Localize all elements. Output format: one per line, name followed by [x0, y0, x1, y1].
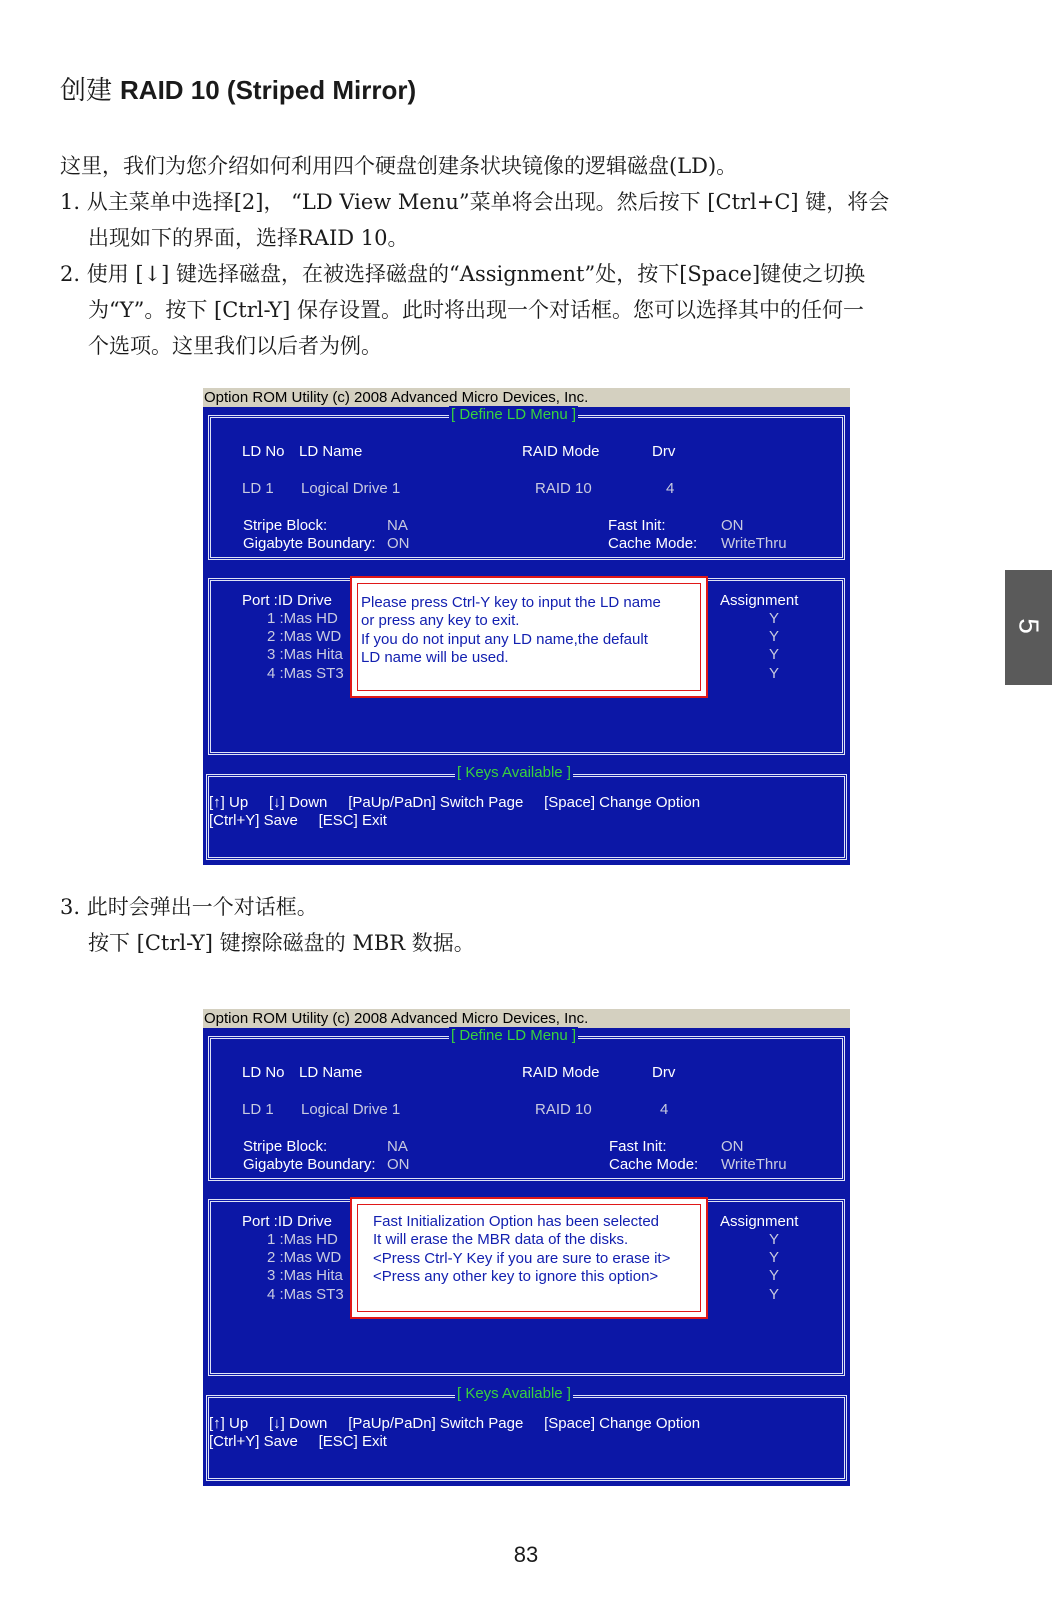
col-ld-no: LD No [242, 1064, 285, 1081]
gigabyte-label: Gigabyte Boundary: [243, 535, 376, 552]
keys-line-2: [Ctrl+Y] Save [ESC] Exit [209, 812, 387, 829]
fast-init-value[interactable]: ON [721, 517, 744, 534]
section-heading [60, 70, 416, 107]
step3-line1: 3. 此时会弹出一个对话框。 [60, 895, 318, 919]
assign-4[interactable]: Y [769, 665, 780, 682]
step1-line2: 出现如下的界面，选择RAID 10。 [88, 226, 409, 250]
ld-no-value[interactable]: LD 1 [242, 480, 274, 497]
assign-1[interactable]: Y [769, 610, 780, 627]
intro-paragraph: 这里，我们为您介绍如何利用四个硬盘创建条状块镜像的逻辑磁盘(LD)。 [60, 154, 738, 178]
port-header: Port :ID Drive [242, 1213, 333, 1230]
fast-init-label: Fast Init: [608, 517, 666, 534]
keys-line-2: [Ctrl+Y] Save [ESC] Exit [209, 1433, 387, 1450]
ld-name-value[interactable]: Logical Drive 1 [301, 1101, 401, 1118]
step2-line3: 个选项。这里我们以后者为例。 [88, 334, 382, 358]
col-raid-mode: RAID Mode [522, 443, 600, 460]
drv-value: 4 [666, 480, 675, 497]
dialog-line-4: <Press any other key to ignore this option> [373, 1268, 659, 1285]
raid-mode-value[interactable]: RAID 10 [535, 480, 592, 497]
stripe-value[interactable]: NA [387, 1138, 408, 1155]
port-row-1[interactable]: 1 :Mas HD [267, 1231, 338, 1248]
raid-mode-value[interactable]: RAID 10 [535, 1101, 592, 1118]
drv-value: 4 [660, 1101, 669, 1118]
assign-2[interactable]: Y [769, 1249, 780, 1266]
fast-init-label: Fast Init: [609, 1138, 667, 1155]
step2-line1: 2. 使用 [↓] 键选择磁盘，在被选择磁盘的“Assignment”处，按下[Space]键使之切换 [60, 262, 866, 286]
col-ld-name: LD Name [299, 1064, 363, 1081]
bios-screen-2 [203, 1009, 850, 1486]
col-drv: Drv [652, 443, 676, 460]
section-heading-en: RAID 10 (Striped Mirror) [120, 75, 417, 105]
port-row-2[interactable]: 2 :Mas WD [267, 1249, 342, 1266]
page-number: 83 [513, 1542, 539, 1567]
keys-line-1: [↑] Up [↓] Down [PaUp/PaDn] Switch Page [Space] Change Option [209, 1415, 701, 1432]
port-row-4[interactable]: 4 :Mas ST3 [267, 665, 344, 682]
stripe-value[interactable]: NA [387, 517, 408, 534]
menu-title: [ Define LD Menu ] [451, 406, 577, 423]
dialog-line-2: It will erase the MBR data of the disks. [373, 1231, 629, 1248]
port-row-1[interactable]: 1 :Mas HD [267, 610, 338, 627]
dialog-line-2: or press any key to exit. [361, 612, 520, 629]
gigabyte-label: Gigabyte Boundary: [243, 1156, 376, 1173]
port-row-4[interactable]: 4 :Mas ST3 [267, 1286, 344, 1303]
port-row-2[interactable]: 2 :Mas WD [267, 628, 342, 645]
dialog-line-3: <Press Ctrl-Y Key if you are sure to erase it> [373, 1250, 671, 1267]
fast-init-value[interactable]: ON [721, 1138, 744, 1155]
dialog-line-1: Please press Ctrl-Y key to input the LD name [361, 594, 661, 611]
assign-3[interactable]: Y [769, 646, 780, 663]
step1-line1: 1. 从主菜单中选择[2]， “LD View Menu”菜单将会出现。然后按下 [Ctrl+C] 键，将会 [60, 190, 890, 214]
assignment-header: Assignment [720, 592, 799, 609]
keys-title: [ Keys Available ] [457, 1385, 571, 1402]
cache-mode-label: Cache Mode: [608, 535, 698, 552]
assign-1[interactable]: Y [769, 1231, 780, 1248]
port-row-3[interactable]: 3 :Mas Hita [267, 1267, 343, 1284]
dialog-line-4: LD name will be used. [361, 649, 509, 666]
ld-name-value[interactable]: Logical Drive 1 [301, 480, 401, 497]
chapter-tab [1005, 570, 1052, 685]
col-drv: Drv [652, 1064, 676, 1081]
cache-mode-label: Cache Mode: [609, 1156, 699, 1173]
assign-3[interactable]: Y [769, 1267, 780, 1284]
gigabyte-value[interactable]: ON [387, 1156, 410, 1173]
stripe-label: Stripe Block: [243, 517, 328, 534]
assignment-header: Assignment [720, 1213, 799, 1230]
bios-screen-1 [203, 388, 850, 865]
dialog-line-3: If you do not input any LD name,the default [361, 631, 648, 648]
fast-init-dialog [350, 1197, 708, 1319]
keys-line-1: [↑] Up [↓] Down [PaUp/PaDn] Switch Page [Space] Change Option [209, 794, 701, 811]
keys-title: [ Keys Available ] [457, 764, 571, 781]
port-row-3[interactable]: 3 :Mas Hita [267, 646, 343, 663]
col-ld-name: LD Name [299, 443, 363, 460]
bios-titlebar: Option ROM Utility (c) 2008 Advanced Micro Devices, Inc. [203, 1009, 850, 1028]
step3-line2: 按下 [Ctrl-Y] 键擦除磁盘的 MBR 数据。 [88, 931, 475, 955]
col-ld-no: LD No [242, 443, 285, 460]
col-raid-mode: RAID Mode [522, 1064, 600, 1081]
section-heading-cn: 创建 [60, 76, 113, 106]
dialog-line-1: Fast Initialization Option has been selected [373, 1213, 660, 1230]
chapter-number: 5 [1013, 618, 1045, 634]
ld-name-dialog [350, 576, 708, 698]
step2-line2: 为“Y”。按下 [Ctrl-Y] 保存设置。此时将出现一个对话框。您可以选择其中的任何一 [88, 298, 864, 322]
menu-title: [ Define LD Menu ] [451, 1027, 577, 1044]
gigabyte-value[interactable]: ON [387, 535, 410, 552]
stripe-label: Stripe Block: [243, 1138, 328, 1155]
bios-titlebar: Option ROM Utility (c) 2008 Advanced Micro Devices, Inc. [203, 388, 850, 407]
cache-mode-value[interactable]: WriteThru [721, 535, 787, 552]
assign-2[interactable]: Y [769, 628, 780, 645]
ld-no-value[interactable]: LD 1 [242, 1101, 274, 1118]
assign-4[interactable]: Y [769, 1286, 780, 1303]
cache-mode-value[interactable]: WriteThru [721, 1156, 787, 1173]
port-header: Port :ID Drive [242, 592, 333, 609]
